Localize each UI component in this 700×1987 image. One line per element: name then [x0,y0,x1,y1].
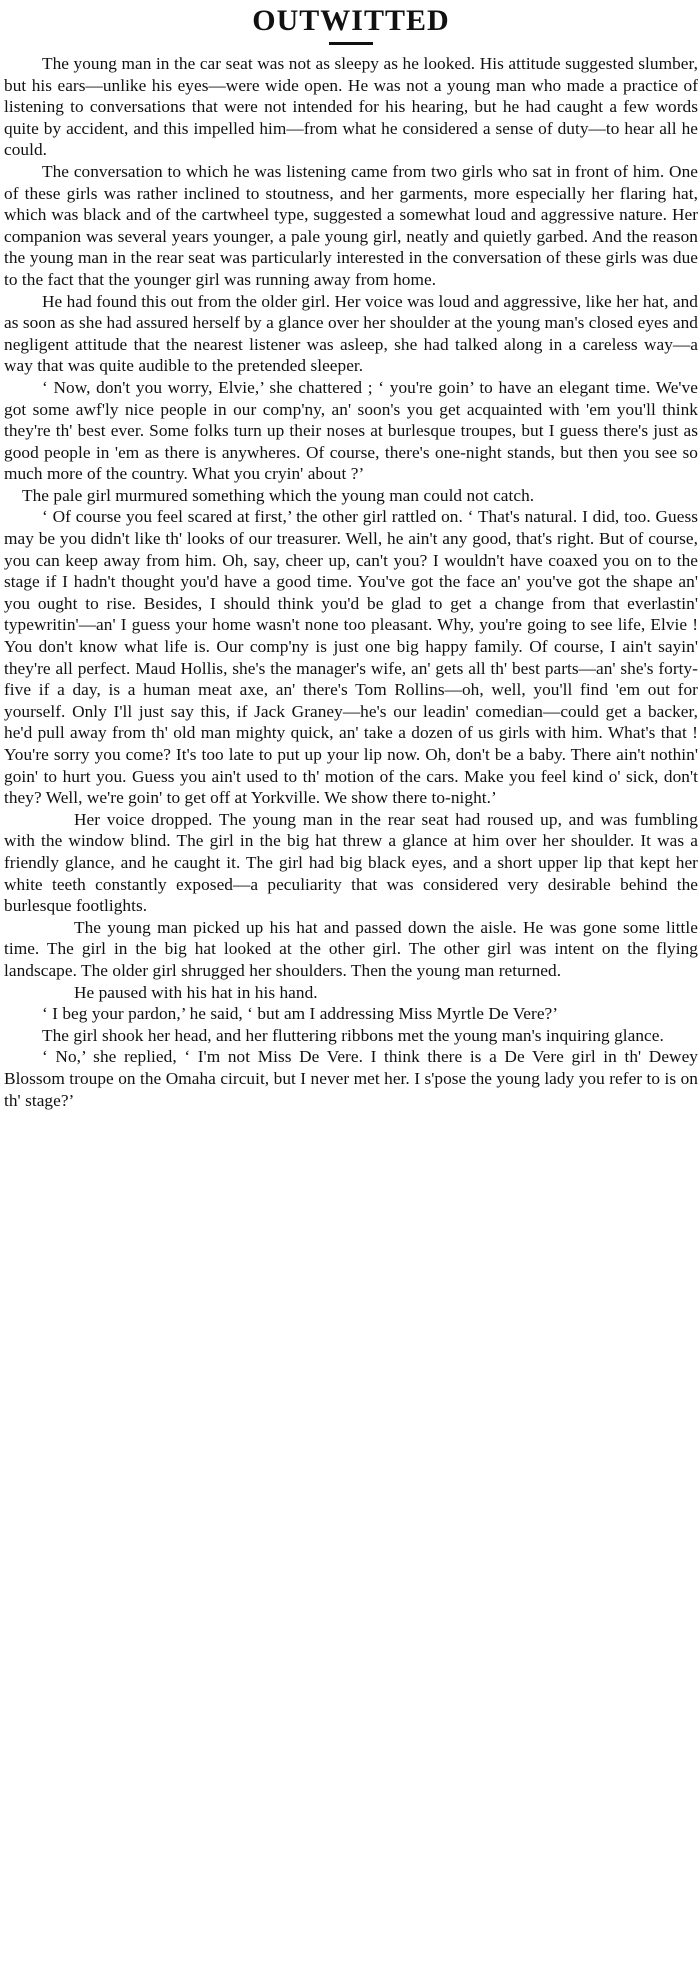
paragraph: ‘ I beg your pardon,’ he said, ‘ but am I addressing Miss Myrtle De Vere?’ [42,1004,559,1024]
paragraph: The conversation to which he was listening came from two girls who sat in front of him. One of these girls was rather inclined to stoutness, and her garments, more especially her flaring hat, which was black and of the cartwheel type, suggested a somewhat loud and aggressive nature. Her companion was several years younger, a pale young girl, neatly and quietly garbed. And the reason the young man in the rear seat was particularly interested in the conversation of these girls was due to the fact that the younger girl was running away from home. [4,161,698,289]
page [0,4,700,1987]
paragraph: The young man picked up his hat and passed down the aisle. He was gone some little time. The girl in the big hat looked at the other girl. The other girl was intent on the flying landscape. The older girl shrugged her shoulders. Then the young man returned. [4,917,698,980]
story-body [4,53,698,1111]
paragraph: He had found this out from the older girl. Her voice was loud and aggressive, like her hat, and as soon as she had assured herself by a glance over her shoulder at the young man's closed eyes and negligent attitude that the nearest listener was asleep, she had talked along in a careless way—a way that was quite audible to the pretended sleeper. [4,291,698,376]
paragraph: The pale girl murmured something which the young man could not catch. [22,485,535,505]
title-rule [329,42,373,45]
paragraph: ‘ No,’ she replied, ‘ I'm not Miss De Vere. I think there is a De Vere girl in th' Dewey Blossom troupe on the Omaha circuit, but I never met her. I s'pose the young lady you refer to is on th' stage?’ [4,1047,698,1110]
paragraph: Her voice dropped. The young man in the rear seat had roused up, and was fumbling with the window blind. The girl in the big hat threw a glance at him over her shoulder. It was a friendly glance, and he caught it. The girl had big black eyes, and a short upper lip that kept her white teeth constantly exposed—a peculiarity that was considered very desirable behind the burlesque footlights. [4,809,698,916]
paragraph: The girl shook her head, and her fluttering ribbons met the young man's inquiring glance. [42,1025,664,1045]
paragraph: ‘ Now, don't you worry, Elvie,’ she chattered ; ‘ you're goin’ to have an elegant time. We've got some awf'ly nice people in our comp'ny, an' soon's you get acquainted with 'em you'll think they're th' best ever. Some folks turn up their noses at burlesque troupes, but I guess there's just as good people in 'em as there is anywheres. Of course, there's one-night stands, but then you see so much more of the country. What you cryin' about ?’ [4,377,698,484]
story-title: OUTWITTED [252,4,450,37]
paragraph: ‘ Of course you feel scared at first,’ the other girl rattled on. ‘ That's natural. I did, too. Guess may be you didn't like th' looks of our treasurer. Well, he ain't any good, that's right. But of course, you can keep away from him. Oh, say, cheer up, can't you? I wouldn't have coaxed you on to the stage if I hadn't thought you'd have a good time. You've got the face an' you've got the shape an' you ought to rise. Besides, I should think you'd be glad to get a change from that everlastin' typewritin'—an' I guess your home wasn't none too pleasant. Why, you're going to see life, Elvie ! You don't know what life is. Our comp'ny is just one big happy family. Of course, I ain't sayin' they're all perfect. Maud Hollis, she's the manager's wife, an' gets all th' best parts—an' she's forty-five if a day, is a human meat axe, an' there's Tom Rollins—oh, well, you'll find 'em out for yourself. Only I'll just say this, if Jack Graney—he's our leadin' comedian—could get a backer, he'd pull away from th' old man mighty quick, an' take a dozen of us girls with him. What's that ! You're sorry you come? It's too late to put up your lip now. Oh, don't be a baby. There ain't nothin' goin' to hurt you. Guess you ain't used to th' motion of the cars. Make you feel kind o' sick, don't they? Well, we're goin' to get off at Yorkville. We show there to-night.’ [4,507,698,808]
paragraph: He paused with his hat in his hand. [74,982,318,1002]
paragraph: The young man in the car seat was not as sleepy as he looked. His attitude suggested slumber, but his ears—unlike his eyes—were wide open. He was not a young man who made a practice of listening to conversations that were not intended for his hearing, but he had caught a few words quite by accident, and this impelled him—from what he considered a sense of duty—to hear all he could. [4,54,698,160]
